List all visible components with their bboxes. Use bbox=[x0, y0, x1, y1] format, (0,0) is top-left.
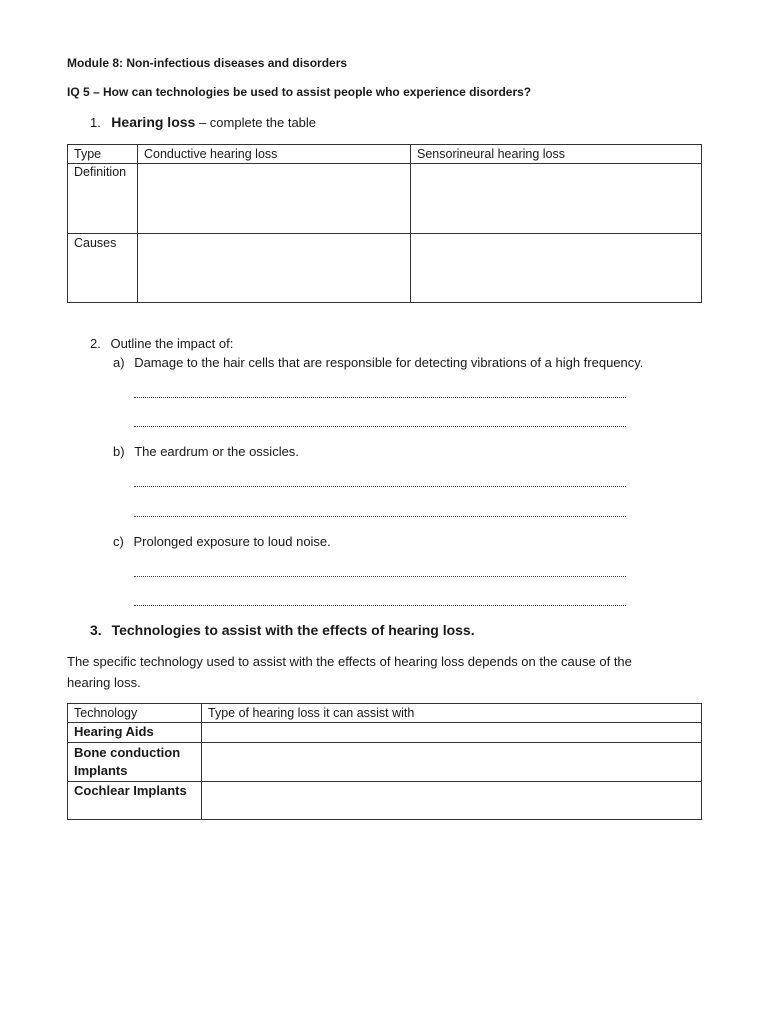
q2-heading bbox=[90, 336, 233, 351]
row-label-definition: Definition bbox=[68, 164, 138, 234]
answer-line[interactable] bbox=[134, 424, 626, 427]
table-row bbox=[68, 782, 702, 820]
causes-conductive-cell[interactable] bbox=[138, 234, 411, 303]
module-title: Module 8: Non-infectious diseases and disorders bbox=[67, 56, 348, 70]
q2b-label: b) bbox=[113, 444, 125, 459]
causes-sensorineural-cell[interactable] bbox=[411, 234, 702, 303]
row-label-hearing-aids: Hearing Aids bbox=[68, 723, 202, 743]
table-row bbox=[68, 723, 702, 743]
header-type-of-loss: Type of hearing loss it can assist with bbox=[202, 704, 702, 723]
q2b-text: The eardrum or the ossicles. bbox=[134, 444, 299, 459]
table-row bbox=[68, 743, 702, 782]
row-label-bone-conduction: Bone conduction Implants bbox=[68, 743, 202, 782]
q3-heading bbox=[90, 622, 475, 638]
row-label-causes: Causes bbox=[68, 234, 138, 303]
header-technology: Technology bbox=[68, 704, 202, 723]
answer-line[interactable] bbox=[134, 514, 626, 517]
answer-line[interactable] bbox=[134, 603, 626, 606]
q2a-text: Damage to the hair cells that are responsible for detecting vibrations of a high frequency. bbox=[134, 355, 644, 370]
q2a-item bbox=[113, 355, 643, 370]
row-label-cochlear: Cochlear Implants bbox=[68, 782, 202, 820]
table-row bbox=[68, 234, 702, 303]
inquiry-question: IQ 5 – How can technologies be used to assist people who experience disorders? bbox=[67, 85, 532, 99]
q1-instruction: – complete the table bbox=[195, 115, 317, 130]
header-conductive: Conductive hearing loss bbox=[138, 145, 411, 164]
q2-number: 2. bbox=[90, 336, 101, 351]
technology-table bbox=[67, 703, 702, 820]
answer-line[interactable] bbox=[134, 395, 626, 398]
bone-conduction-answer-cell[interactable] bbox=[202, 743, 702, 782]
hearing-loss-table bbox=[67, 144, 702, 303]
q2c-item bbox=[113, 534, 331, 549]
definition-sensorineural-cell[interactable] bbox=[411, 164, 702, 234]
q2a-label: a) bbox=[113, 355, 125, 370]
table-row bbox=[68, 164, 702, 234]
cochlear-answer-cell[interactable] bbox=[202, 782, 702, 820]
table-header-row bbox=[68, 145, 702, 164]
table-header-row bbox=[68, 704, 702, 723]
q3-number: 3. bbox=[90, 622, 102, 638]
q3-paragraph-line1: The specific technology used to assist with the effects of hearing loss depends on the cause of the bbox=[67, 654, 632, 669]
header-sensorineural: Sensorineural hearing loss bbox=[411, 145, 702, 164]
q3-title: Technologies to assist with the effects of hearing loss. bbox=[111, 622, 475, 638]
q1-heading bbox=[90, 114, 316, 132]
q2c-text: Prolonged exposure to loud noise. bbox=[133, 534, 331, 549]
answer-line[interactable] bbox=[134, 484, 626, 487]
hearing-aids-answer-cell[interactable] bbox=[202, 723, 702, 743]
q2b-item bbox=[113, 444, 299, 459]
q2-intro: Outline the impact of: bbox=[110, 336, 234, 351]
q1-number: 1. bbox=[90, 115, 101, 130]
answer-line[interactable] bbox=[134, 574, 626, 577]
q1-title: Hearing loss bbox=[111, 114, 196, 130]
q3-paragraph-line2: hearing loss. bbox=[67, 675, 141, 690]
definition-conductive-cell[interactable] bbox=[138, 164, 411, 234]
q2c-label: c) bbox=[113, 534, 124, 549]
header-type: Type bbox=[68, 145, 138, 164]
